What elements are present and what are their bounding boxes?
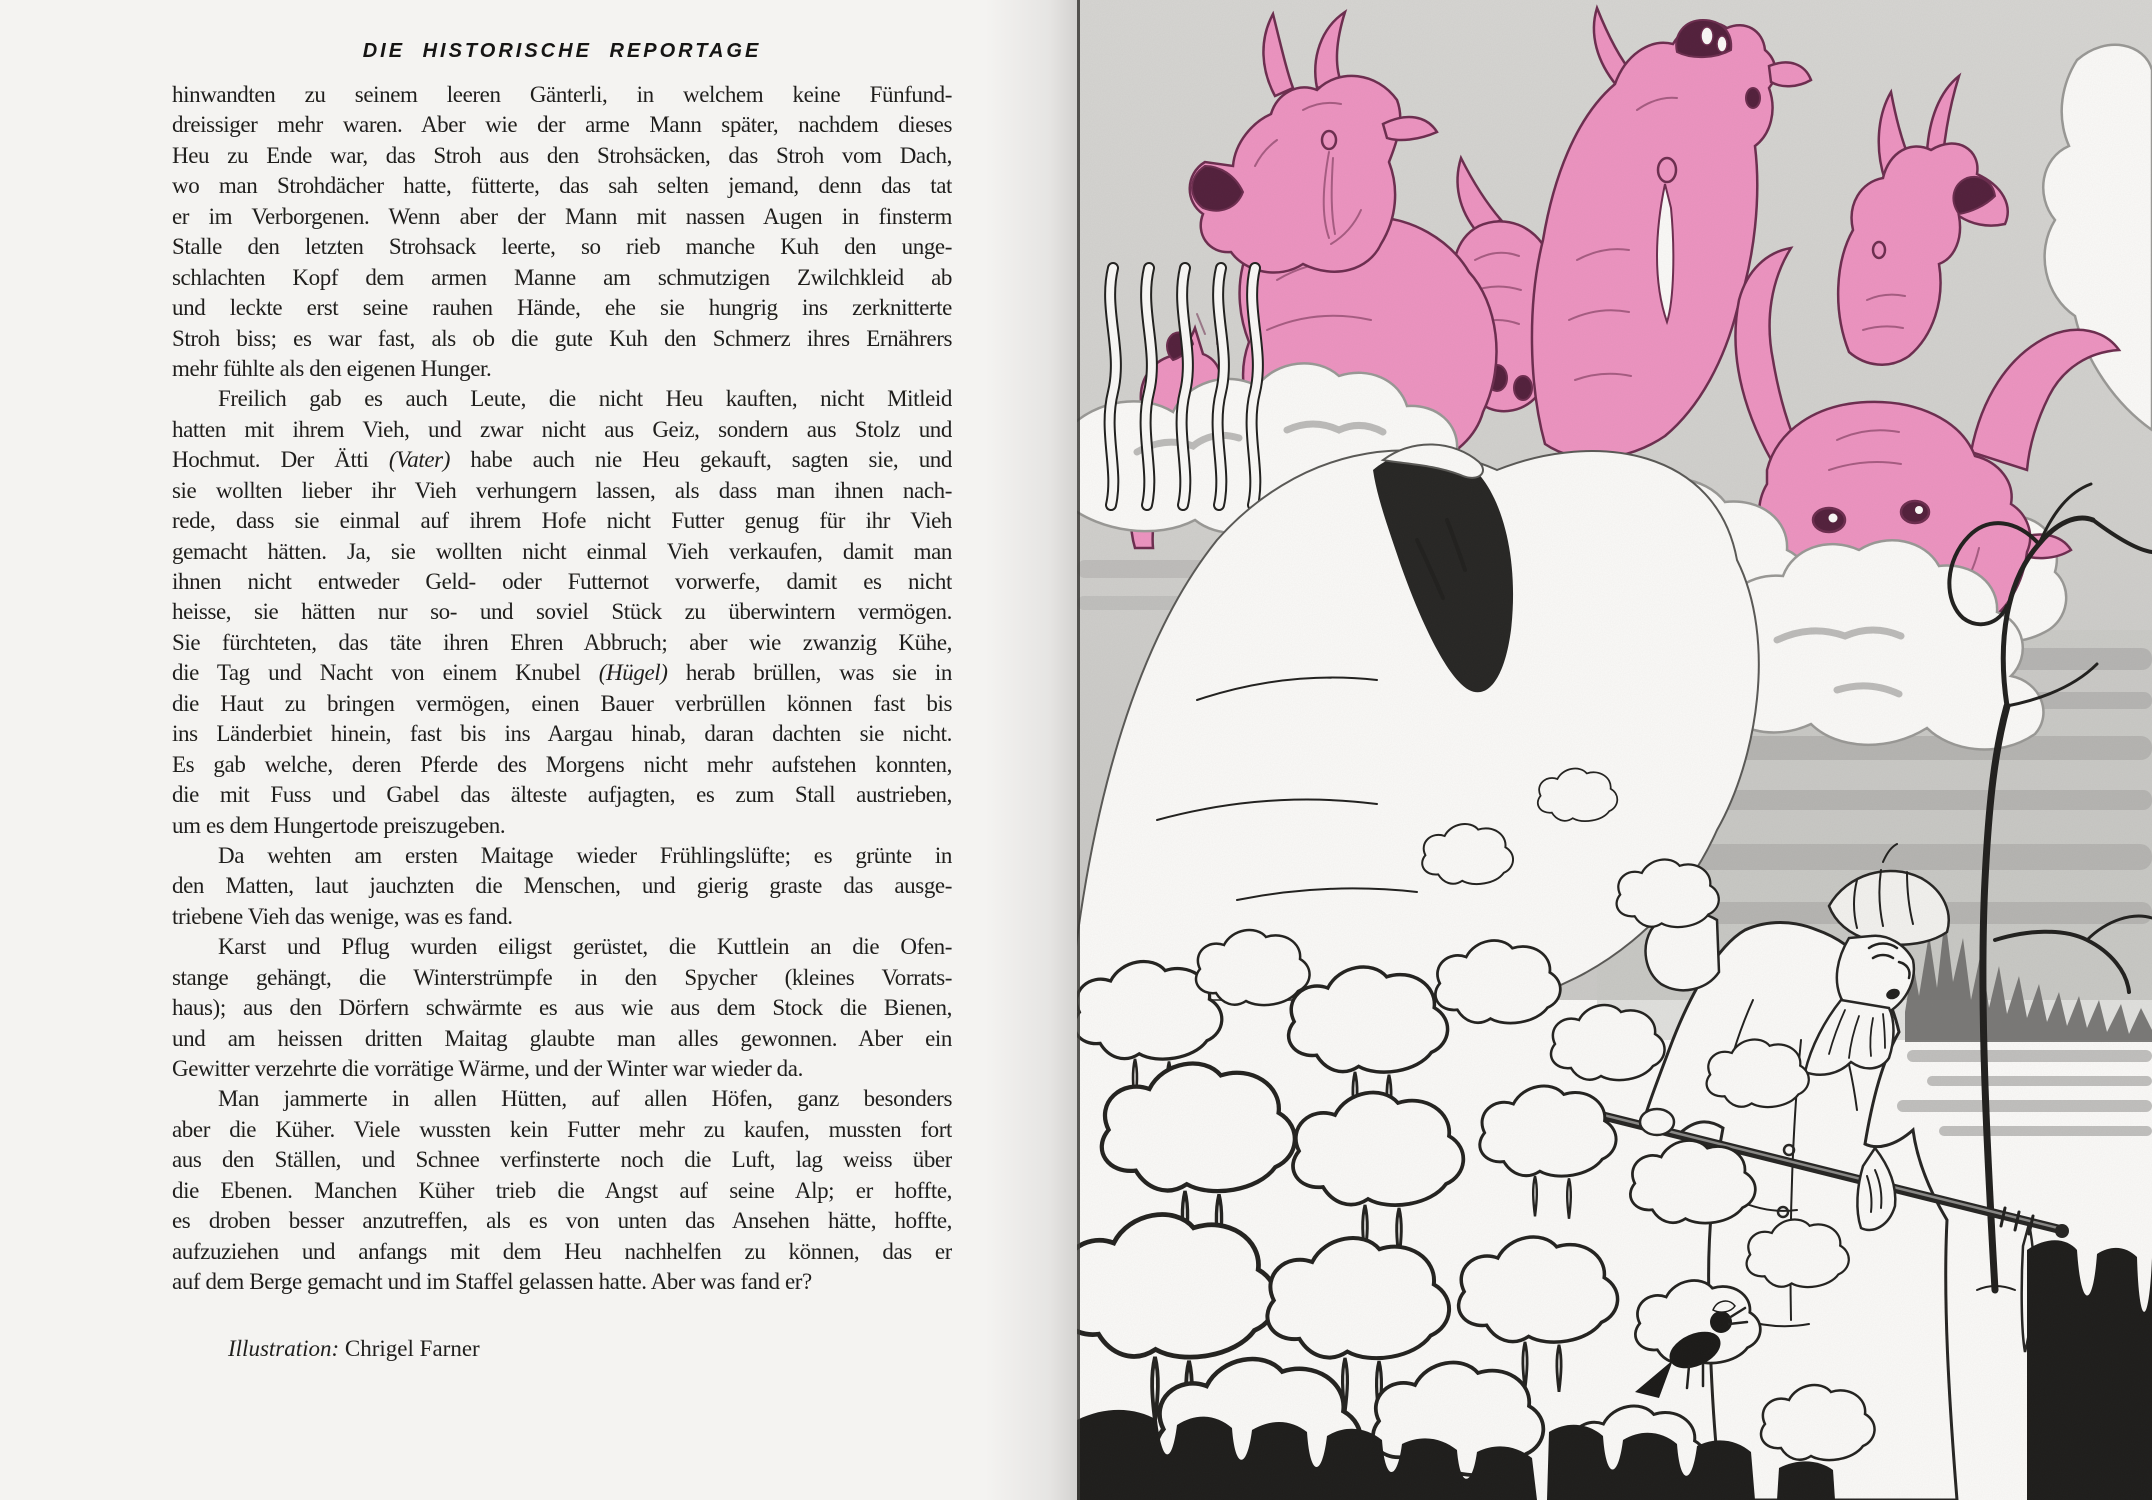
page-kicker: DIE HISTORISCHE REPORTAGE: [362, 40, 762, 62]
text-line: er im Verborgenen. Wenn aber der Mann mit nassen Augen in finsterm: [172, 203, 952, 229]
text-line: Freilich gab es auch Leute, die nicht Heu kauften, nicht Mitleid: [218, 386, 952, 412]
text-line: es droben besser anzutreffen, als es von unten das Ansehen hätte, hoffte,: [172, 1208, 952, 1234]
text-line: und am heissen dritten Maitag glaubte man alles gewonnen. Aber ein: [172, 1025, 952, 1051]
text-line: Man jammerte in allen Hütten, auf allen Höfen, ganz besonders: [218, 1086, 952, 1112]
text-line: um es dem Hungertode preiszugeben.: [172, 812, 506, 838]
text-line: hatten mit ihrem Vieh, und zwar nicht aus Geiz, sondern aus Stolz und: [172, 416, 952, 442]
text-line: Es gab welche, deren Pferde des Morgens nicht mehr aufstehen konnten,: [172, 751, 952, 777]
text-line: hinwandten zu seinem leeren Gänterli, in welchem keine Fünfund-: [172, 82, 952, 107]
text-line: ihnen nicht entweder Geld- oder Futternot vorwerfe, damit es nicht: [172, 569, 952, 594]
text-line: auf dem Berge gemacht und im Staffel gelassen hatte. Aber was fand er?: [172, 1269, 812, 1295]
text-line: wo man Strohdächer hatte, fütterte, das sah selten jemand, denn das tat: [172, 173, 952, 199]
text-line: sie wollten lieber ihr Vieh verhungern lassen, als dass man ihnen nach-: [172, 477, 952, 503]
text-line: Sie fürchteten, das täte ihren Ehren Abbruch; aber wie zwanzig Kühe,: [172, 629, 952, 655]
historical-illustration-svg: [1077, 0, 2152, 1500]
text-line: Heu zu Ende war, das Stroh aus den Strohsäcken, das Stroh vom Dach,: [172, 142, 952, 168]
text-line: ins Länderbiet hinein, fast bis ins Aargau hinab, daran dachten sie nicht.: [172, 721, 952, 747]
text-line: triebene Vieh das wenige, was es fand.: [172, 903, 513, 929]
text-line: die mit Fuss und Gabel das älteste aufjagten, es zum Stall austrieben,: [172, 782, 952, 808]
text-line: Stroh biss; es war fast, als ob die gute Kuh den Schmerz ihres Ernährers: [172, 325, 952, 351]
text-line: Hochmut. Der Ätti (Vater) habe auch nie Heu gekauft, sagten sie, und: [172, 447, 952, 473]
paper-grain: [1077, 0, 2152, 1500]
text-line: rede, dass sie einmal auf ihrem Hofe nicht Futter genug für ihr Vieh: [172, 508, 952, 534]
text-line: dreissiger mehr waren. Aber wie der arme Mann später, nachdem dieses: [172, 112, 952, 138]
credit-name: Chrigel Farner: [344, 1336, 480, 1361]
text-line: heisse, sie hätten nur so- und soviel Stück zu überwintern vermögen.: [172, 599, 952, 625]
text-line: und leckte erst seine rauhen Hände, ehe sie hungrig ins zerknitterte: [172, 295, 952, 321]
text-line: die Tag und Nacht von einem Knubel (Hügel) herab brüllen, was sie in: [172, 660, 952, 686]
right-page-illustration: [1077, 0, 2152, 1500]
text-line: Karst und Pflug wurden eiligst gerüstet, die Kuttlein an die Ofen-: [218, 934, 952, 960]
text-line: aufzuziehen und anfangs mit dem Heu nachhelfen zu können, das er: [172, 1238, 952, 1264]
text-line: gemacht hätten. Ja, sie wollten nicht einmal Vieh verkaufen, damit man: [172, 538, 952, 564]
text-line: Stalle den letzten Strohsack leerte, so rieb manche Kuh den unge-: [172, 234, 952, 260]
text-line: die Haut zu bringen vermögen, einen Bauer verbrüllen können fast bis: [172, 690, 952, 716]
text-line: Da wehten am ersten Maitage wieder Frühlingslüfte; es grünte in: [218, 842, 952, 868]
text-line: haus); aus den Dörfern schwärmte es aus wie aus dem Stock die Bienen,: [172, 995, 952, 1021]
article-text: [172, 80, 952, 1298]
credit-label: Illustration:: [228, 1336, 340, 1361]
text-line: Gewitter verzehrte die vorrätige Wärme, und der Winter war wieder da.: [172, 1056, 803, 1081]
text-line: schlachten Kopf dem armen Manne am schmutzigen Zwilchkleid ab: [172, 264, 952, 290]
text-line: aber die Küher. Viele wussten kein Futter mehr zu kaufen, mussten fort: [172, 1116, 952, 1142]
text-line: stange gehängt, die Winterstrümpfe in den Spycher (kleines Vorrats-: [172, 964, 952, 990]
illustration-credit: [228, 1336, 480, 1362]
text-line: die Ebenen. Manchen Küher trieb die Angst auf seine Alp; er hoffte,: [172, 1177, 952, 1203]
text-line: aus den Ställen, und Schnee verfinsterte noch die Luft, lag weiss über: [172, 1147, 952, 1173]
text-line: den Matten, laut jauchzten die Menschen, und gierig graste das ausge-: [172, 873, 952, 899]
text-line: mehr fühlte als den eigenen Hunger.: [172, 355, 492, 381]
